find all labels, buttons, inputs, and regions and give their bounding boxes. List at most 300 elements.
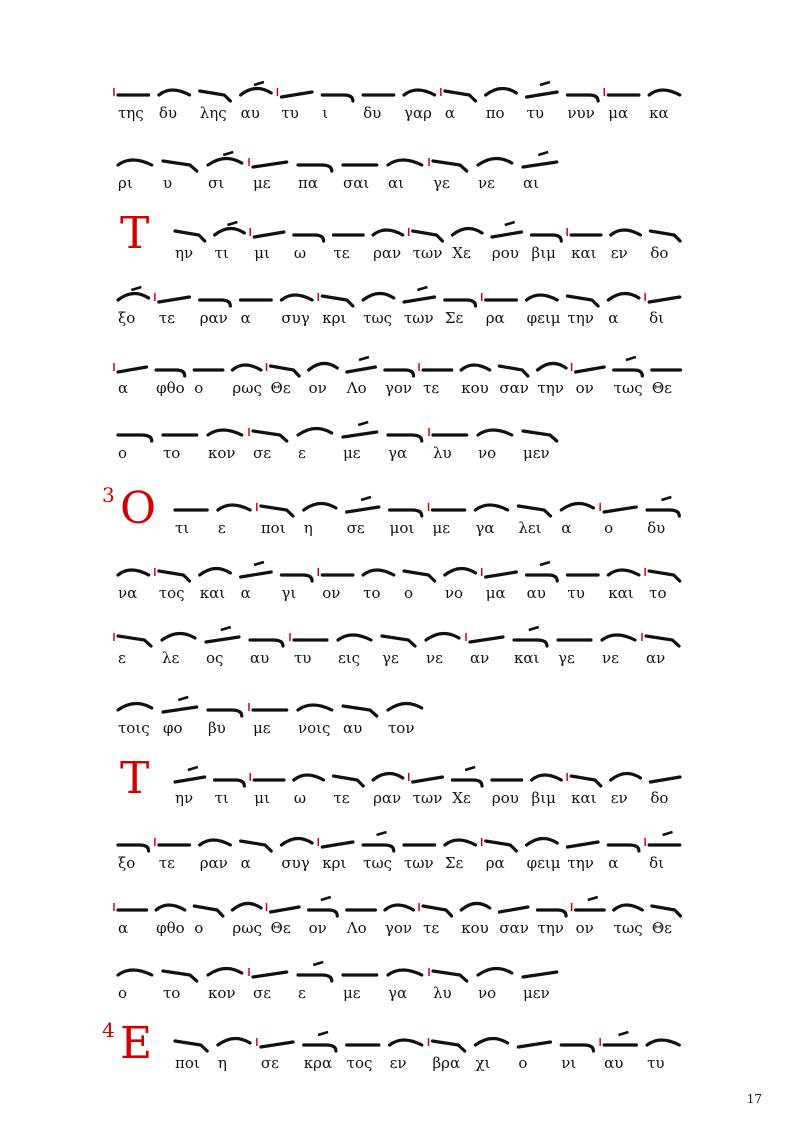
neume [208,430,242,435]
neume [649,571,680,581]
music-line [0,615,800,685]
neume [118,367,147,372]
neume [162,633,195,640]
lyric-syllable: αυ [604,1054,624,1072]
neume-accent [377,832,387,835]
neume [470,637,503,642]
lyric-syllable: εν [389,1054,407,1072]
neume [523,431,557,441]
lyric-syllable: νε [426,649,443,667]
neume [388,160,422,165]
lyric-syllable: πα [298,174,318,192]
lyric-syllable: σαν [499,379,529,397]
neume [254,232,284,237]
neume [163,707,197,712]
lyric-syllable: και [571,244,597,262]
neume-accent [131,287,141,290]
neume [208,158,242,165]
lyric-syllable: ρου [491,789,519,807]
lyric-syllable: ποι [260,519,286,537]
neume [523,972,557,977]
neume [647,510,679,516]
lyric-syllable: υ [163,174,173,192]
lyric-syllable: τυ [294,649,312,667]
neume [363,570,394,575]
lyric-syllable: Θε [651,919,672,937]
neume [486,88,517,95]
neume-accent [588,897,598,900]
lyric-syllable: το [363,584,381,602]
lyric-syllable: δο [650,789,669,807]
neume [118,636,151,646]
lyric-syllable: ω [293,244,307,262]
neume [200,300,231,306]
neume [461,365,490,370]
neume [478,158,512,165]
lyric-syllable: με [432,519,451,537]
lyric-syllable: φειμ [526,309,561,327]
neume [159,90,190,95]
lyric-syllable: κρι [322,854,347,872]
neume [253,162,287,167]
neume [650,231,680,241]
neume [445,300,476,306]
lyric-syllable: α [561,519,572,537]
neume [373,773,403,780]
neume [514,640,547,646]
lyric-syllable: βιμ [531,789,556,807]
lyric-syllable: ποι [175,1054,200,1072]
lyric-syllable: γα [388,444,408,462]
lyric-syllable: δο [650,244,669,262]
neume [281,838,312,845]
lyric-syllable: και [199,584,226,602]
lyric-syllable: γε [382,649,399,667]
lyric-syllable: κρι [322,309,347,327]
lyric-syllable: τος [346,1054,373,1072]
lyric-syllable: μα [485,584,506,602]
lyric-syllable: λε [162,649,180,667]
lyric-syllable: γε [558,649,575,667]
neume [433,971,467,981]
lyric-syllable: το [163,444,181,462]
lyric-syllable: ε [298,984,306,1002]
lyric-syllable: ον [575,379,594,397]
neume [241,841,272,851]
lyric-syllable: ο [404,584,414,602]
neume-accent [178,697,188,700]
neume [298,165,332,171]
neume [294,235,324,241]
music-line [0,410,800,480]
lyric-syllable: πο [485,104,505,122]
neume [532,775,562,780]
lyric-syllable: ε [118,649,126,667]
lyric-syllable: τυ [567,584,585,602]
neume [261,506,293,516]
lyric-syllable: χι [475,1054,491,1072]
lyric-syllable: με [253,719,271,737]
neume [537,910,566,916]
lyric-syllable: κρα [303,1054,333,1072]
lyric-syllable: σε [253,444,272,462]
neume [523,162,557,167]
lyric-syllable: γον [384,919,413,937]
neume [194,906,223,916]
neume-accent [358,422,368,425]
lyric-syllable: αν [470,649,490,667]
music-line [0,1020,800,1090]
lyric-syllable: Χε [452,244,471,262]
neume [159,571,190,581]
neume [561,503,593,510]
neume [647,1040,679,1045]
neume [461,903,490,910]
lyric-syllable: α [608,854,619,872]
lyric-syllable: τως [363,309,393,327]
neume-accent [538,152,548,155]
lyric-syllable: Σε [444,309,464,327]
neume [206,637,239,642]
drop-capital: Ε [120,1018,153,1069]
lyric-syllable: ραν [373,789,402,807]
neume-accent [505,222,515,225]
neume [309,363,338,370]
neume [200,568,231,575]
lyric-syllable: ο [118,444,128,462]
lyric-syllable: κου [461,379,489,397]
neume [527,92,558,97]
neume [404,297,435,302]
neume [156,370,185,376]
neume-accent [313,962,323,965]
lyric-syllable: ι [322,104,329,122]
neume [156,905,185,910]
lyric-syllable: τι [214,244,229,262]
neume-accent [254,562,264,565]
neume [452,228,482,235]
neume [338,635,371,640]
neume [232,365,261,370]
lyric-syllable: την [537,379,564,397]
lyric-syllable: ον [308,379,327,397]
lyric-syllable: ην [175,244,194,262]
neume [385,905,414,910]
music-line [0,820,800,890]
lyric-syllable: λης [199,104,227,122]
lyric-syllable: βρα [432,1054,461,1072]
lyric-syllable: νο [478,984,497,1002]
drop-capital: Τ [120,753,150,804]
neume [373,230,403,235]
mode-number: 4 [102,1018,115,1042]
lyric-syllable: δυ [158,104,177,122]
neume [200,840,231,845]
lyric-syllable: και [571,789,597,807]
lyric-syllable: Θε [270,379,291,397]
lyric-syllable: νο [444,584,463,602]
lyric-syllable: ραν [373,244,402,262]
lyric-syllable: ραν [199,854,228,872]
neume-accent [361,497,371,500]
music-line [0,345,800,415]
music-line [0,685,800,755]
neume [652,906,681,916]
neume-accent [540,82,550,85]
lyric-syllable: τε [158,854,175,872]
neume [388,703,422,710]
neume [649,297,680,302]
neume [218,1038,250,1045]
lyric-syllable: ξο [118,854,136,872]
neume [527,295,558,300]
lyric-syllable: τε [333,789,350,807]
neume [363,293,394,300]
lyric-syllable: με [343,984,361,1002]
neume [363,845,394,851]
neume-accent [223,152,233,155]
music-line [0,140,800,210]
music-line [0,550,800,620]
neume [304,1045,336,1051]
neume [445,568,476,575]
lyric-syllable: γε [433,174,450,192]
lyric-syllable: ρα [485,309,505,327]
lyric-syllable: τυ [281,104,299,122]
neume-accent [618,1032,628,1035]
lyric-syllable: ω [293,789,307,807]
music-line [0,950,800,1020]
neume [614,905,643,910]
lyric-syllable: Χε [452,789,471,807]
neume [604,507,636,512]
neume [298,975,332,981]
lyric-syllable: τυ [647,1054,665,1072]
neume [567,95,598,101]
neume [475,505,507,510]
drop-capital: Ο [120,483,157,534]
lyric-syllable: α [240,309,251,327]
neume [281,295,312,300]
lyric-syllable: εν [610,789,628,807]
neume [271,366,300,376]
drop-capital: Τ [120,208,150,259]
neume [250,640,283,646]
page-number: 17 [746,1092,762,1106]
neume-accent [417,287,427,290]
lyric-syllable: φθο [156,919,185,937]
music-line [0,485,800,555]
neume-accent [626,357,636,360]
neume [118,703,152,710]
neume [175,1041,207,1051]
lyric-syllable: ος [206,649,224,667]
neume [385,370,414,376]
neume [499,366,528,376]
neume [118,570,149,575]
mode-number: 3 [102,483,115,507]
neume [309,910,338,916]
lyric-syllable: ρως [232,379,262,397]
lyric-syllable: των [404,854,434,872]
neume [281,575,312,581]
lyric-syllable: η [303,519,313,537]
lyric-syllable: τι [175,519,190,537]
neume [343,706,377,716]
lyric-syllable: δι [649,854,665,872]
lyric-syllable: αυ [240,104,260,122]
neume-accent [661,497,671,500]
music-line [0,885,800,955]
lyric-syllable: ρα [485,854,505,872]
neume [322,95,353,101]
lyric-syllable: κα [649,104,669,122]
lyric-syllable: νι [561,1054,577,1072]
neume [527,838,558,845]
lyric-syllable: κον [208,444,236,462]
music-line [0,275,800,345]
neume [518,1042,550,1047]
neume [527,575,558,581]
neume [478,430,512,435]
lyric-syllable: νε [478,174,495,192]
neume-accent [318,1032,328,1035]
neume [404,90,435,95]
neume [232,903,261,910]
lyric-syllable: μεν [523,984,550,1002]
lyric-syllable: ον [575,919,594,937]
lyric-syllable: τε [423,379,440,397]
neume [649,90,680,95]
lyric-syllable: Λο [346,919,367,937]
neume [281,92,312,97]
neume [532,235,562,241]
neume [304,503,336,510]
lyric-syllable: την [567,309,594,327]
neume [499,907,528,912]
neume [343,432,377,437]
lyric-syllable: λει [518,519,542,537]
neume [118,970,152,975]
lyric-syllable: φο [163,719,183,737]
neume [404,571,435,581]
lyric-syllable: και [608,584,634,602]
lyric-syllable: τον [388,719,415,737]
lyric-syllable: βιμ [531,244,556,262]
lyric-syllable: λυ [433,444,452,462]
neume [322,296,353,306]
lyric-syllable: α [240,584,251,602]
lyric-syllable: το [163,984,181,1002]
neume [537,363,566,370]
neume [390,510,422,516]
lyric-syllable: ε [217,519,226,537]
lyric-syllable: δυ [363,104,382,122]
lyric-syllable: τυ [526,104,544,122]
lyric-syllable: ο [518,1054,528,1072]
lyric-syllable: μοι [389,519,415,537]
neume [241,572,272,577]
lyric-syllable: γον [384,379,413,397]
neume [298,428,332,435]
lyric-syllable: την [537,919,564,937]
lyric-syllable: βυ [208,719,226,737]
lyric-syllable: Σε [444,854,464,872]
neume [576,367,605,372]
lyric-syllable: γι [281,584,297,602]
lyric-syllable: ο [194,919,204,937]
neume [650,777,680,782]
neume [433,161,467,171]
neume [567,296,598,306]
neume [118,293,149,300]
neume [294,775,324,780]
lyric-syllable: το [649,584,667,602]
neume [215,228,245,235]
neume [163,161,197,171]
lyric-syllable: α [444,104,455,122]
neume [347,367,376,372]
lyric-syllable: σε [260,1054,279,1072]
neume [208,968,242,975]
lyric-syllable: τοις [118,719,150,737]
lyric-syllable: των [404,309,434,327]
lyric-syllable: Λο [346,379,367,397]
neume-accent [227,222,237,225]
lyric-syllable: τι [214,789,229,807]
lyric-syllable: φθο [156,379,185,397]
neume [298,705,332,710]
lyric-syllable: νε [602,649,619,667]
neume [646,636,679,646]
lyric-syllable: σαι [343,174,370,192]
neume [261,1042,293,1047]
neume [333,776,363,786]
lyric-syllable: α [240,854,251,872]
neume [614,370,643,376]
neume [118,160,152,165]
lyric-syllable: τε [158,309,175,327]
neume [215,780,245,786]
neume [390,1040,422,1045]
neume [253,972,287,977]
neume [608,570,639,575]
neume [475,1038,507,1045]
lyric-syllable: αυ [526,584,546,602]
lyric-syllable: των [412,244,443,262]
neume [413,231,443,241]
neume [611,230,641,235]
neume [433,1041,465,1051]
lyric-syllable: τε [423,919,440,937]
lyric-syllable: ρου [491,244,519,262]
lyric-syllable: τως [613,379,643,397]
lyric-syllable: ο [194,379,204,397]
neume [175,231,205,241]
lyric-syllable: ρι [118,174,133,192]
lyric-syllable: γα [388,984,408,1002]
neume [388,435,422,441]
lyric-syllable: δυ [647,519,666,537]
neume [413,777,443,782]
lyric-syllable: αν [646,649,666,667]
lyric-syllable: ρως [232,919,262,937]
neume [163,971,197,981]
lyric-syllable: μα [608,104,629,122]
lyric-syllable: νυν [567,104,595,122]
music-line [0,70,800,140]
lyric-syllable: λυ [433,984,452,1002]
